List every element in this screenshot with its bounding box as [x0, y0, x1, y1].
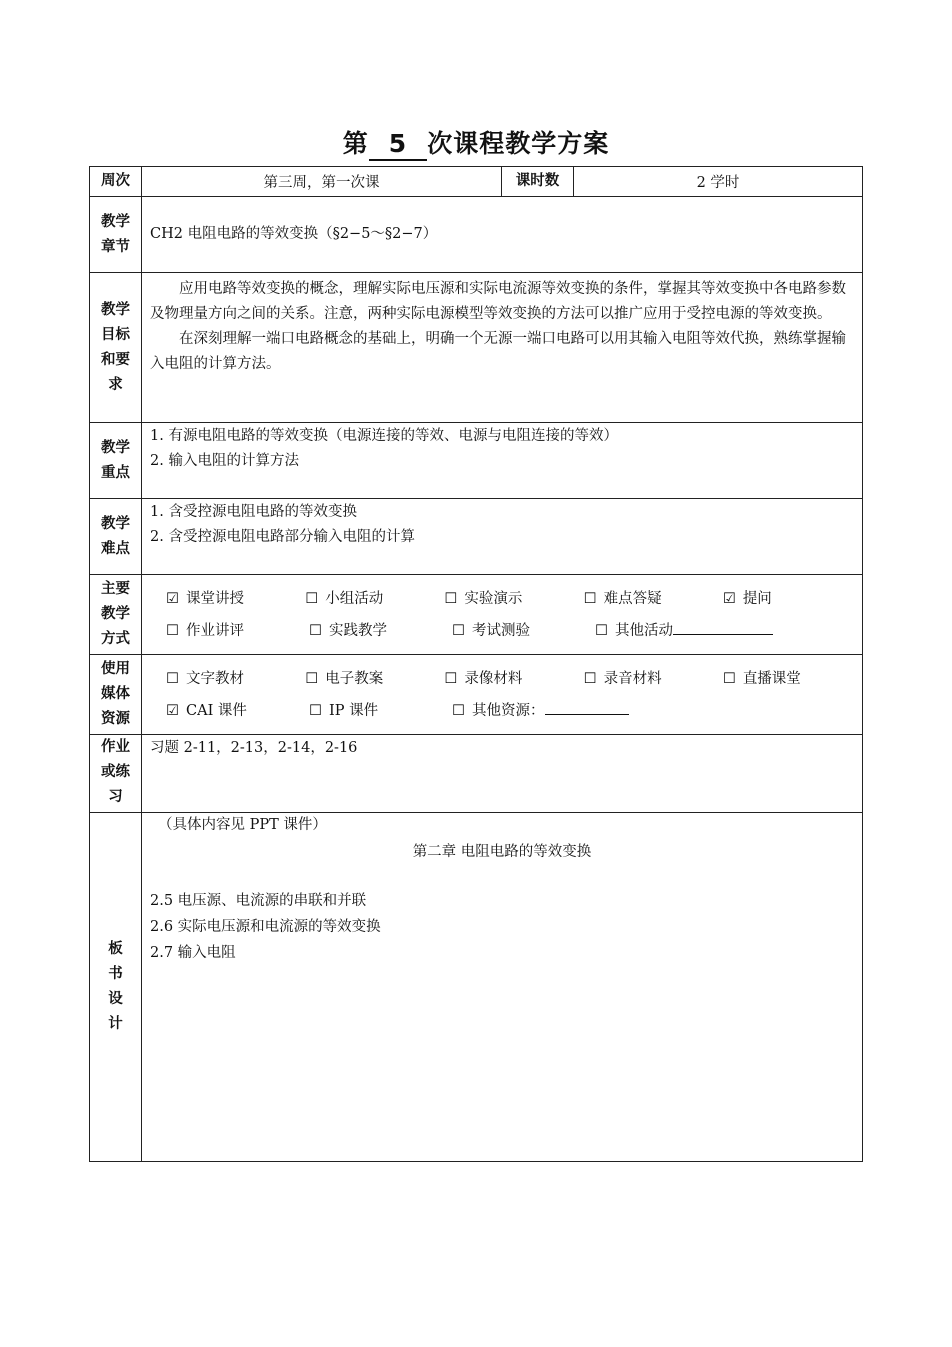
key-points-row: [90, 423, 863, 499]
method-option-qa[interactable]: [584, 583, 723, 615]
objectives-content: [142, 273, 863, 423]
objectives-row: [90, 273, 863, 423]
option-label: 录像材料: [464, 671, 523, 687]
chapter-value: CH2 电阻电路的等效变换（§2−5～§2−7）: [142, 197, 863, 273]
checkbox-icon[interactable]: ☐: [309, 703, 322, 719]
objectives-label: [90, 273, 142, 423]
other-resource-blank[interactable]: [545, 698, 629, 715]
media-option-audio[interactable]: [584, 663, 723, 695]
checkbox-icon[interactable]: ☐: [722, 671, 736, 687]
checkbox-checked-icon[interactable]: ☑: [166, 703, 179, 719]
media-option-text[interactable]: [166, 663, 305, 695]
difficulties-label: [90, 499, 142, 575]
other-activity-blank[interactable]: [673, 618, 773, 635]
board-heading: 第二章 电阻电路的等效变换: [412, 844, 592, 860]
checkbox-icon[interactable]: ☐: [583, 591, 597, 607]
objectives-label-line: 和要: [101, 351, 130, 368]
checkbox-icon[interactable]: ☐: [305, 671, 319, 687]
checkbox-icon[interactable]: ☐: [444, 591, 458, 607]
option-label: 提问: [742, 591, 772, 607]
key-point-item: 1. 有源电阻电路的等效变换（电源连接的等效、电源与电阻连接的等效）: [150, 428, 618, 444]
difficulty-item: 2. 含受控源电阻电路部分输入电阻的计算: [150, 529, 415, 545]
media-row: [90, 655, 863, 735]
option-label: IP 课件: [329, 703, 379, 719]
key-points-label-line: 重点: [101, 464, 130, 481]
option-label: 直播课堂: [742, 671, 801, 687]
checkbox-checked-icon[interactable]: ☑: [166, 591, 179, 607]
board-label: [90, 813, 142, 1162]
media-label-line: 媒体: [101, 686, 130, 702]
homework-label-line: 或练: [101, 764, 130, 780]
method-option-homework-review[interactable]: [166, 615, 309, 647]
checkbox-icon[interactable]: ☐: [309, 623, 322, 639]
methods-label-line: 方式: [101, 631, 130, 647]
board-item: 2.5 电压源、电流源的串联和并联: [150, 893, 367, 909]
method-option-group[interactable]: [305, 583, 444, 615]
checkbox-icon[interactable]: ☐: [166, 623, 179, 639]
key-points-label: [90, 423, 142, 499]
option-label: 实践教学: [329, 623, 387, 639]
key-points-content: [142, 423, 863, 499]
board-label-line: 板: [108, 941, 123, 957]
media-label-line: 资源: [101, 711, 130, 727]
chapter-row: [90, 197, 863, 273]
board-item: 2.6 实际电压源和电流源的等效变换: [150, 919, 381, 935]
objectives-paragraph: 应用电路等效变换的概念，理解实际电压源和实际电流源等效变换的条件，掌握其等效变换中各电路参数及物理量方向之间的关系。注意，两种实际电源模型等效变换的方法可以推广应用于受控电源的等效变换。: [150, 281, 846, 322]
objectives-label-line: 目标: [101, 326, 130, 343]
board-item: 2.7 输入电阻: [150, 945, 236, 961]
media-options-row: [166, 695, 862, 727]
methods-options-row: [166, 615, 862, 647]
title-suffix: 次课程教学方案: [427, 129, 610, 158]
difficulties-content: [142, 499, 863, 575]
lesson-plan-table: [89, 166, 863, 1162]
checkbox-icon[interactable]: ☐: [452, 623, 465, 639]
option-label: CAI 课件: [186, 703, 247, 719]
method-option-other[interactable]: [595, 615, 773, 647]
week-label: 周次: [90, 167, 142, 197]
media-option-ip[interactable]: [309, 695, 452, 727]
week-row: [90, 167, 863, 197]
method-option-exam[interactable]: [452, 615, 595, 647]
methods-options-row: [166, 583, 862, 615]
media-option-video[interactable]: [444, 663, 583, 695]
homework-label-line: 作业: [101, 739, 130, 755]
option-label: 其他资源：: [472, 703, 545, 719]
option-label: 考试测验: [472, 623, 530, 639]
method-option-question[interactable]: [723, 583, 862, 615]
objectives-label-line: 教学: [101, 301, 130, 318]
title-prefix: 第: [342, 129, 369, 158]
media-options: [142, 655, 863, 735]
option-label: 作业讲评: [186, 623, 244, 639]
media-option-other[interactable]: [452, 695, 629, 727]
lesson-number: 5: [369, 129, 427, 161]
checkbox-icon[interactable]: ☐: [166, 671, 179, 687]
option-label: 电子教案: [325, 671, 384, 687]
board-label-line: 计: [108, 1016, 123, 1032]
checkbox-icon[interactable]: ☐: [595, 623, 608, 639]
option-label: 文字教材: [186, 671, 244, 687]
media-label-line: 使用: [101, 661, 130, 677]
hours-value: 2 学时: [574, 167, 863, 197]
homework-label-line: 习: [108, 789, 123, 805]
media-label: [90, 655, 142, 735]
board-content: [142, 813, 863, 1162]
week-value: 第三周，第一次课: [142, 167, 502, 197]
checkbox-icon[interactable]: ☐: [444, 671, 458, 687]
difficulties-label-line: 教学: [101, 515, 130, 532]
method-option-lecture[interactable]: [166, 583, 305, 615]
homework-row: [90, 735, 863, 813]
checkbox-icon[interactable]: ☐: [452, 703, 465, 719]
key-point-item: 2. 输入电阻的计算方法: [150, 453, 299, 469]
chapter-label: [90, 197, 142, 273]
media-option-live[interactable]: [723, 663, 862, 695]
media-options-row: [166, 663, 862, 695]
option-label: 小组活动: [325, 591, 384, 607]
objectives-label-line: 求: [108, 376, 123, 393]
difficulties-row: [90, 499, 863, 575]
checkbox-checked-icon[interactable]: ☑: [722, 591, 736, 607]
hours-label: 课时数: [502, 167, 574, 197]
page-title: [0, 124, 952, 161]
option-label: 其他活动: [615, 623, 673, 639]
methods-label: [90, 575, 142, 655]
objectives-paragraph: 在深刻理解一端口电路概念的基础上，明确一个无源一端口电路可以用其输入电阻等效代换，熟练掌握输入电阻的计算方法。: [150, 331, 846, 372]
methods-row: [90, 575, 863, 655]
difficulty-item: 1. 含受控源电阻电路的等效变换: [150, 504, 357, 520]
option-label: 实验演示: [464, 591, 523, 607]
methods-options: [142, 575, 863, 655]
option-label: 课堂讲授: [186, 591, 244, 607]
method-option-demo[interactable]: [444, 583, 583, 615]
methods-label-line: 教学: [101, 606, 130, 622]
checkbox-icon[interactable]: ☐: [305, 591, 319, 607]
board-row: [90, 813, 863, 1162]
board-note: （具体内容见 PPT 课件）: [158, 817, 327, 833]
option-label: 录音材料: [603, 671, 662, 687]
methods-label-line: 主要: [101, 581, 130, 597]
chapter-label-line: 教学: [101, 213, 130, 230]
method-option-practice[interactable]: [309, 615, 452, 647]
media-option-e-plan[interactable]: [305, 663, 444, 695]
chapter-label-line: 章节: [101, 238, 130, 255]
checkbox-icon[interactable]: ☐: [583, 671, 597, 687]
board-label-line: 书: [108, 966, 123, 982]
key-points-label-line: 教学: [101, 439, 130, 456]
board-label-line: 设: [108, 991, 123, 1007]
option-label: 难点答疑: [603, 591, 662, 607]
homework-value: 习题 2-11，2-13，2-14，2-16: [142, 735, 863, 813]
homework-label: [90, 735, 142, 813]
difficulties-label-line: 难点: [101, 540, 130, 557]
media-option-cai[interactable]: [166, 695, 309, 727]
